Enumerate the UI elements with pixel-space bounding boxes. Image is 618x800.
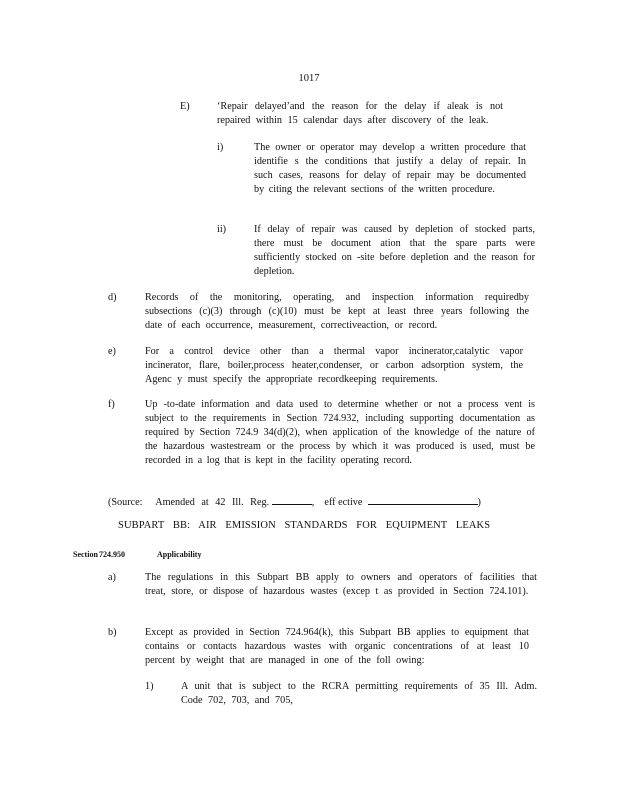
- source-effective: eff ective: [324, 497, 363, 508]
- item-label-f: f): [108, 399, 115, 410]
- subpart-heading: SUBPART BB: AIR EMISSION STANDARDS FOR EQUIPMENT LEAKS: [118, 520, 491, 531]
- source-amended: Amended at 42 Ill. Reg.: [155, 497, 270, 508]
- section-title: Applicability: [157, 549, 202, 560]
- source-close: ): [477, 497, 481, 508]
- section-word: Section: [73, 549, 98, 560]
- page-number: 1017: [298, 73, 320, 84]
- section-item-label-a: a): [108, 572, 116, 583]
- source-note: (Source: Amended at 42 Ill. Reg. , eff ective ): [108, 494, 508, 510]
- item-text-e: For a control device other than a thermal vapor incinerator,catalytic vapor incinerator, flare, boiler,process heater,condenser, or carbon adsorption system, the Agenc y must specify the appropriate recordkeeping requirements.: [145, 346, 523, 385]
- item-text-d: Records of the monitoring, operating, and inspection information requiredby subsections (c)(3) through (c)(10) must be kept at least three years following the date of each occurrence, measurement, correctiveaction, or record.: [145, 292, 529, 331]
- section-item-label-b: b): [108, 627, 117, 638]
- item-text-ii: If delay of repair was caused by depletion of stocked parts, there must be document ation that the spare parts were sufficiently stocked on -site before depletion and the reason for depletion.: [254, 224, 535, 277]
- item-label-d: d): [108, 292, 117, 303]
- effective-date-blank: [368, 494, 478, 505]
- item-label-i: i): [217, 142, 224, 153]
- source-prefix: (Source:: [108, 497, 143, 508]
- section-item-text-1: A unit that is subject to the RCRA permitting requirements of 35 Ill. Adm. Code 702, 703, and 705,: [181, 681, 537, 706]
- register-blank: [272, 494, 312, 505]
- item-label-e: e): [108, 346, 116, 357]
- section-item-text-b: Except as provided in Section 724.964(k), this Subpart BB applies to equipment that contains or contacts hazardous wastes with organic concentrations of at least 10 percent by weight that are managed in one of the foll owing:: [145, 627, 529, 666]
- item-text-f: Up -to-date information and data used to determine whether or not a process vent is subject to the requirements in Section 724.932, including supporting documentation as required by Section 724.9 34(d)(2), when application of the knowledge of the nature of the hazardous wastestream or the process by which it was produced is used, must be recorded in a log that is kept in the facility operating record.: [145, 399, 535, 466]
- section-item-label-1: 1): [145, 681, 154, 692]
- section-item-text-a: The regulations in this Subpart BB apply to owners and operators of facilities that treat, store, or dispose of hazardous wastes (excep t as provided in Section 724.101).: [145, 572, 537, 597]
- item-label-ii: ii): [217, 224, 227, 235]
- section-number: 724.950: [99, 549, 125, 560]
- item-label-E: E): [180, 101, 190, 112]
- item-text-E: ‘Repair delayed’and the reason for the delay if aleak is not repaired within 15 calendar days after discovery of the leak.: [217, 101, 503, 126]
- item-text-i: The owner or operator may develop a written procedure that identifie s the conditions that justify a delay of repair. In such cases, reasons for delay of repair may be documented by citing the relevant sections of the written procedure.: [254, 142, 526, 195]
